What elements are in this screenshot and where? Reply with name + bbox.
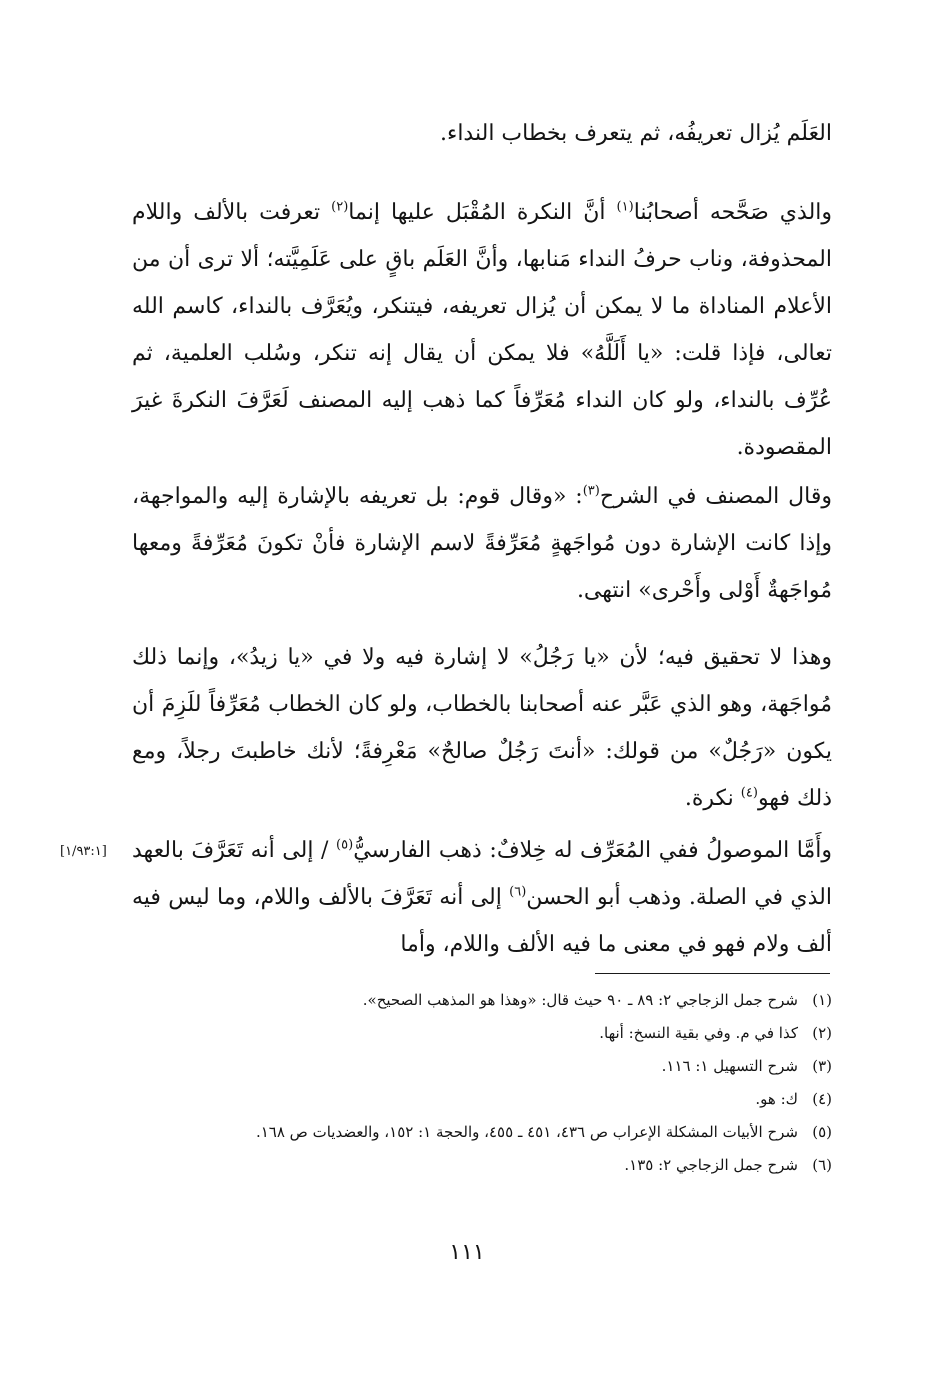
margin-manuscript-reference: [١/٩٣:١] [60,844,107,859]
footnote-number: (٤) [812,1090,832,1108]
footnote-item [132,984,832,1017]
paragraph-text-run: العَلَم يُزال تعريفُه، ثم يتعرف بخطاب النداء. [439,121,832,146]
paragraph-text-run: : «وقال قوم: بل تعريفه بالإشارة إليه والمواجهة، وإذا كانت الإشارة دون مُواجَهةٍ مُعَرِّفةً لاسم الإشارة فأنْ تكونَ مُعَرِّفةً ومعها مُواجَهةٌ أَوْلى وأَحْرى» انتهى. [132,484,832,603]
paragraph-3 [132,473,832,614]
footnote-number: (٥) [812,1123,832,1141]
footnote-item [132,1083,832,1116]
footnote-marker: (١) [616,199,634,215]
footnote-text: كذا في م. وفي بقية النسخ: أنها. [599,1024,798,1042]
footnote-marker: (٦) [509,884,527,900]
footnote-text: شرح جمل الزجاجي ٢: ٨٩ ـ ٩٠ حيث قال: «وهذا هو المذهب الصحيح». [362,991,798,1009]
paragraph-text-run: إلى أنه تَعَرَّفَ بالألف واللام، وما ليس فيه ألف ولام فهو في معنى ما فيه الألف واللام، وأما [132,885,832,957]
footnote-number: (١) [812,991,832,1009]
paragraph-text-run: أنَّ النكرة المُقْبَل عليها إنما [348,200,617,225]
footnote-marker: (٥) [336,837,354,853]
footnote-number: (٦) [812,1156,832,1174]
footnote-text: ك: هو. [755,1090,798,1108]
footnote-number: (٢) [812,1024,832,1042]
paragraph-4 [132,634,832,822]
paragraph-text-run: وقال المصنف في الشرح [599,484,832,509]
footnote-marker: (٣) [582,483,600,499]
footnote-text: شرح جمل الزجاجي ٢: ١٣٥. [624,1156,798,1174]
page-number-text: ١١١ [449,1240,485,1265]
paragraph-text-run: تعرفت بالألف واللام المحذوفة، وناب حرفُ النداء مَنابها، وأنَّ العَلَم باقٍ على عَلَمِيَّته؛ ألا ترى أن من الأعلام المناداة ما لا يمكن أن يُزال تعريفه، فيتنكر، ويُعَرَّف بالنداء، كاسم الله تعالى، فإذا قلت: «يا أَلَلَّهُ» فلا يمكن أن يقال إنه تنكر، وسُلب العلمية، ثم عُرِّف بالنداء، ولو كان النداء مُعَرِّفاً كما ذهب إليه المصنف لَعَرَّفَ النكرةَ غيرَ المقصودة. [132,200,832,460]
footnote-text: شرح الأبيات المشكلة الإعراب ص ٤٣٦، ٤٥١ ـ ٤٥٥، والحجة ١: ١٥٢، والعضديات ص ١٦٨. [255,1123,798,1141]
footnote-marker: (٤) [740,785,758,801]
footnote-item [132,1017,832,1050]
paragraph-text-run: والذي صَحَّحه أصحابُنا [633,200,833,225]
paragraph-text-run: وأَمَّا الموصولُ ففي المُعَرِّف له خِلافٌ: ذهب الفارسيُّ [353,838,832,863]
footnote-marker: (٢) [331,199,349,215]
paragraph-5 [132,827,832,968]
footnote-item [132,1050,832,1083]
page-number [420,1240,514,1265]
footnote-separator [595,973,830,974]
paragraph-text-run: / إلى أنه تَعَرَّفَ بالعهد الذي في الصلة. وذهب أبو الحسن [132,838,832,910]
paragraph-1 [132,110,832,157]
footnote-number: (٣) [812,1057,832,1075]
footnotes-list [132,984,832,1182]
footnote-item [132,1149,832,1182]
footnote-text: شرح التسهيل ١: ١١٦. [661,1057,798,1075]
paragraph-2 [132,189,832,471]
paragraph-text-run: وهذا لا تحقيق فيه؛ لأن «يا رَجُلُ» لا إشارة فيه ولا في «يا زيدُ»، وإنما ذلك مُواجَهة، وهو الذي عَبَّر عنه أصحابنا بالخطاب، ولو كان الخطاب مُعَرِّفاً للَزِمَ أن يكون «رَجُلٌ» من قولك: «أنتَ رَجُلٌ صالحٌ» مَعْرِفةً؛ لأنك خاطبتَ رجلاً، ومع ذلك فهو [132,645,832,811]
footnote-item [132,1116,832,1149]
paragraph-text-run: نكرة. [684,786,741,811]
